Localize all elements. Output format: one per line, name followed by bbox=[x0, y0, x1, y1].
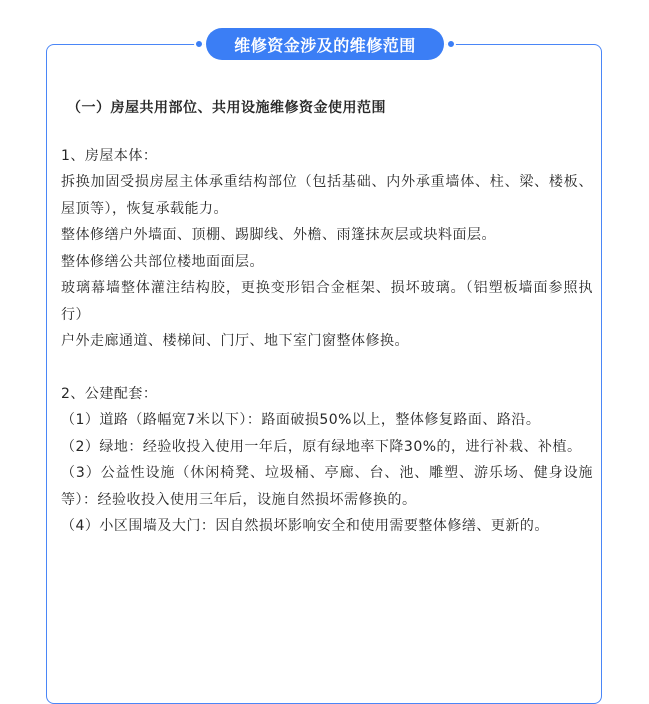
article-body bbox=[61, 95, 593, 540]
part1-item: 拆换加固受损房屋主体承重结构部位（包括基础、内外承重墙体、柱、梁、楼板、屋顶等），恢复承载能力。 bbox=[61, 174, 593, 217]
part1-item: 玻璃幕墙整体灌注结构胶，更换变形铝合金框架、损坏玻璃。（铝塑板墙面参照执行） bbox=[61, 280, 593, 323]
part2-item: （1）道路（路幅宽7米以下）：路面破损50%以上，整体修复路面、路沿。 bbox=[61, 412, 541, 428]
part1-label: 1、房屋本体： bbox=[61, 147, 158, 164]
part2-item: （2）绿地：经验收投入使用一年后，原有绿地率下降30%的，进行补栽、补植。 bbox=[61, 438, 582, 455]
part1-item: 整体修缮公共部位楼地面面层。 bbox=[61, 253, 264, 270]
part1-item: 整体修缮户外墙面、顶棚、踢脚线、外檐、雨篷抹灰层或块料面层。 bbox=[61, 227, 496, 243]
section-title-badge bbox=[206, 28, 444, 60]
part2-item: （3）公益性设施（休闲椅凳、垃圾桶、亭廊、台、池、雕塑、游乐场、健身设施等）：经验收投入使用三年后，设施自然损坏需修换的。 bbox=[61, 465, 593, 508]
part2-item: （4）小区围墙及大门：因自然损坏影响安全和使用需要整体修缮、更新的。 bbox=[61, 518, 549, 534]
section-heading: （一）房屋共用部位、共用设施维修资金使用范围 bbox=[67, 100, 386, 116]
part2-label: 2、公建配套： bbox=[61, 385, 158, 402]
section-title: 维修资金涉及的维修范围 bbox=[234, 35, 416, 55]
paragraph-gap bbox=[61, 355, 593, 381]
part1-item: 户外走廊通道、楼梯间、门厅、地下室门窗整体修换。 bbox=[61, 333, 409, 349]
